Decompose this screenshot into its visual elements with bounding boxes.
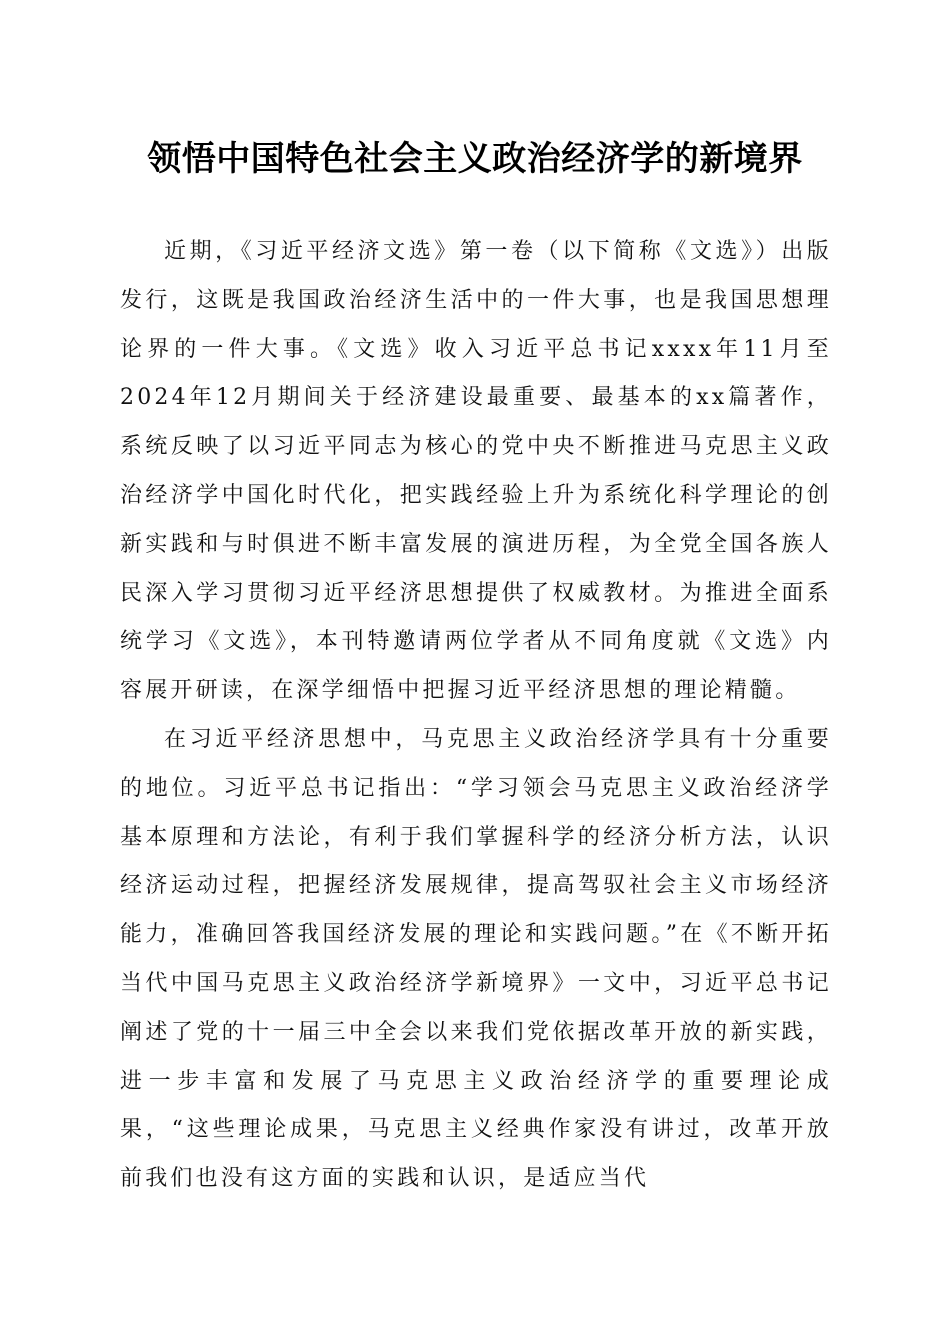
paragraph: 近期，《习近平经济文选》第一卷（以下简称《文选》）出版发行，这既是我国政治经济生活中的一件大事，也是我国思想理论界的一件大事。《文选》收入习近平总书记xxxx年11月至2024年12月期间关于经济建设最重要、最基本的xx篇著作，系统反映了以习近平同志为核心的党中央不断推进马克思主义政治经济学中国化时代化，把实践经验上升为系统化科学理论的创新实践和与时俱进不断丰富发展的演进历程，为全党全国各族人民深入学习贯彻习近平经济思想提供了权威教材。为推进全面系统学习《文选》，本刊特邀请两位学者从不同角度就《文选》内容展开研读，在深学细悟中把握习近平经济思想的理论精髓。 <box>120 239 832 704</box>
document-body <box>120 228 832 1204</box>
document-title: 领悟中国特色社会主义政治经济学的新境界 <box>147 139 803 179</box>
paragraph: 在习近平经济思想中，马克思主义政治经济学具有十分重要的地位。习近平总书记指出：“学习领会马克思主义政治经济学基本原理和方法论，有利于我们掌握科学的经济分析方法，认识经济运动过程，把握经济发展规律，提高驾驭社会主义市场经济能力，准确回答我国经济发展的理论和实践问题。”在《不断开拓当代中国马克思主义政治经济学新境界》一文中，习近平总书记阐述了党的十一届三中全会以来我们党依据改革开放的新实践，进一步丰富和发展了马克思主义政治经济学的重要理论成果，“这些理论成果，马克思主义经典作家没有讲过，改革开放前我们也没有这方面的实践和认识，是适应当代 <box>120 726 832 1192</box>
